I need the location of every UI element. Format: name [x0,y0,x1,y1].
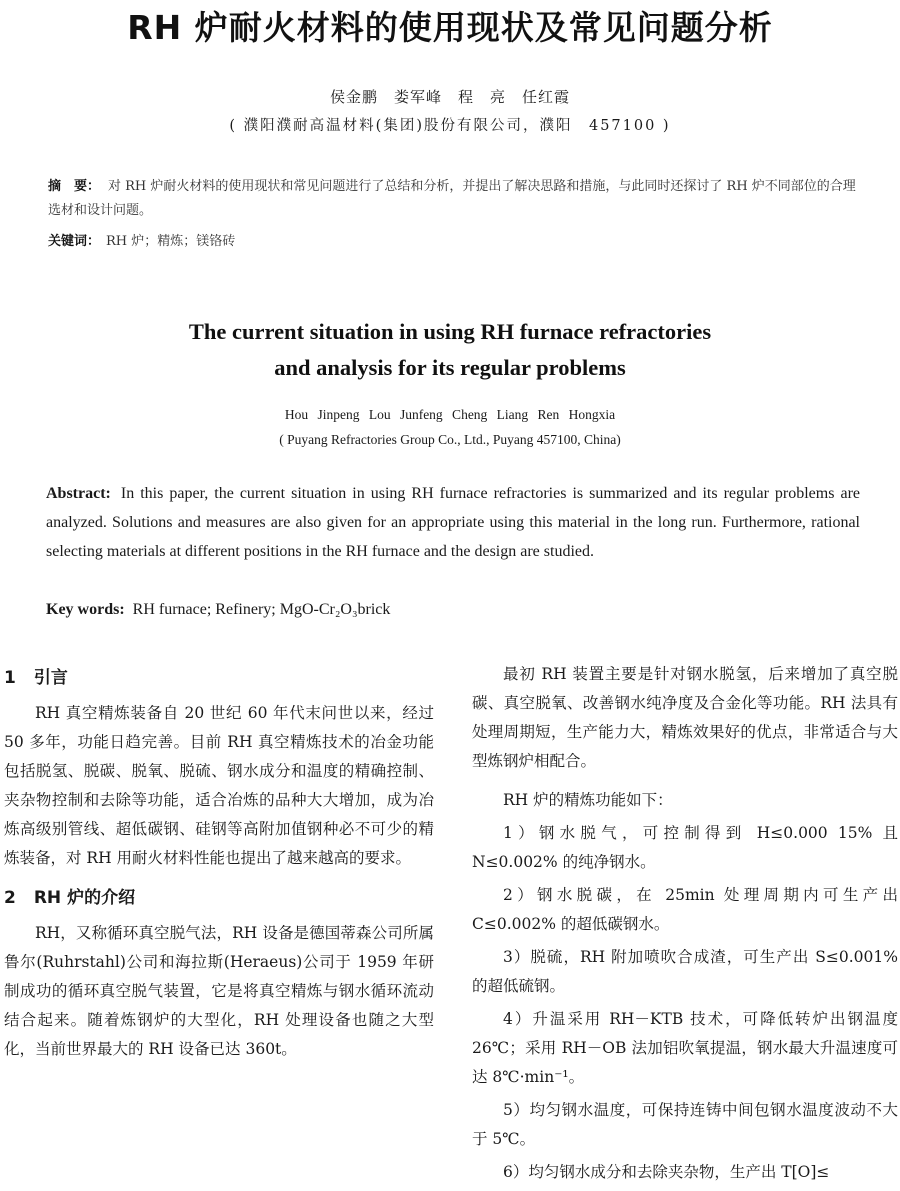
abstract-cn-label: 摘 要： [48,179,101,194]
function-item: 4）升温采用 RH－KTB 技术，可降低转炉出钢温度 26℃；采用 RH－OB 法加铝吹氧提温，钢水最大升温速度可达 8℃·min⁻¹。 [472,1010,898,1086]
function-item: 5）均匀钢水温度，可保持连铸中间包钢水温度波动不大于 5℃。 [472,1101,898,1148]
paper-title-en-line2: and analysis for its regular problems [274,355,626,380]
function-item: 6）均匀钢水成分和去除夹杂物，生产出 T[O]≤ [503,1163,830,1181]
section-1-number: 1 [4,668,16,688]
keywords-en [46,596,860,624]
right-column [472,660,898,1191]
section-1-paragraph: RH 真空精炼装备自 20 世纪 60 年代末问世以来，经过 50 多年，功能日趋完善。目前 RH 真空精炼技术的冶金功能包括脱氢、脱碳、脱氧、脱硫、钢水成分和温度的精确控制、夹杂物控制和去除等功能，适合冶炼的品种大大增加，成为冶炼高级别管线、超低碳钢、硅钢等高附加值钢种必不可少的精炼装备，对 RH 用耐火材料性能也提出了越来越高的要求。 [4,704,434,867]
abstract-en [46,479,860,566]
section-2-heading [4,883,434,913]
section-2-title: RH 炉的介绍 [33,888,136,908]
section-2-paragraph: RH，又称循环真空脱气法，RH 设备是德国蒂森公司所属鲁尔(Ruhrstahl)公司和海拉斯(Heraeus)公司于 1959 年研制成功的循环真空脱气装置，它是将真空精炼与钢水循环流动结合起来。随着炼钢炉的大型化，RH 处理设备也随之大型化，当前世界最大的 RH 设备已达 360t。 [4,924,434,1058]
abstract-en-text: In this paper, the current situation in using RH furnace refractories is summarized and its regular problems are analyzed. Solutions and measures are also given for an appropriate using this material in the long run. Furthermore, rational selecting materials at different positions in the RH furnace and the design are studied. [46,485,861,560]
keywords-cn-text: RH 炉；精炼；镁铬砖 [106,234,236,249]
paper-title-en-line1: The current situation in using RH furnace refractories [188,319,712,344]
authors-cn: 侯金鹏 娄军峰 程 亮 任红霞 [329,88,570,106]
abstract-en-label: Abstract: [46,485,111,502]
left-column [4,663,434,1074]
abstract-cn-text: 对 RH 炉耐火材料的使用现状和常见问题进行了总结和分析，并提出了解决思路和措施，与此同时还探讨了 RH 炉不同部位的合理选材和设计问题。 [48,179,856,218]
section-1-title: 引言 [33,668,68,688]
section-1-heading [4,663,434,693]
right-paragraph-2: RH 炉的精炼功能如下： [503,791,673,809]
keywords-cn-label: 关键词： [48,234,101,249]
keywords-en-label: Key words: [46,601,125,618]
right-paragraph-1: 最初 RH 装置主要是针对钢水脱氢，后来增加了真空脱碳、真空脱氧、改善钢水纯净度及合金化等功能。RH 法具有处理周期短，生产能力大，精炼效果好的优点，非常适合与大型炼钢炉相配合。 [472,665,898,770]
section-2-number: 2 [4,888,16,908]
function-item: 2）钢水脱碳，在 25min 处理周期内可生产出C≤0.002% 的超低碳钢水。 [472,886,898,933]
function-item: 3）脱硫，RH 附加喷吹合成渣，可生产出 S≤0.001% 的超低硫钢。 [472,948,898,995]
affiliation-en: ( Puyang Refractories Group Co., Ltd., Puyang 457100, China) [279,432,621,447]
paper-title-en [0,314,900,386]
abstract-cn [48,175,860,223]
affiliation-cn: ( 濮阳濮耐高温材料(集团)股份有限公司，濮阳 457100 ) [229,118,671,134]
function-item: 1）钢水脱气，可控制得到 H≤0.000 15% 且N≤0.002% 的纯净钢水。 [472,824,898,871]
authors-en: Hou Jinpeng Lou Junfeng Cheng Liang Ren Hongxia [284,407,616,422]
paper-title-cn: RH 炉耐火材料的使用现状及常见问题分析 [127,8,773,47]
keywords-en-text: RH furnace; Refinery; MgO-Cr₂O₃brick [132,601,391,618]
keywords-cn [48,231,860,253]
